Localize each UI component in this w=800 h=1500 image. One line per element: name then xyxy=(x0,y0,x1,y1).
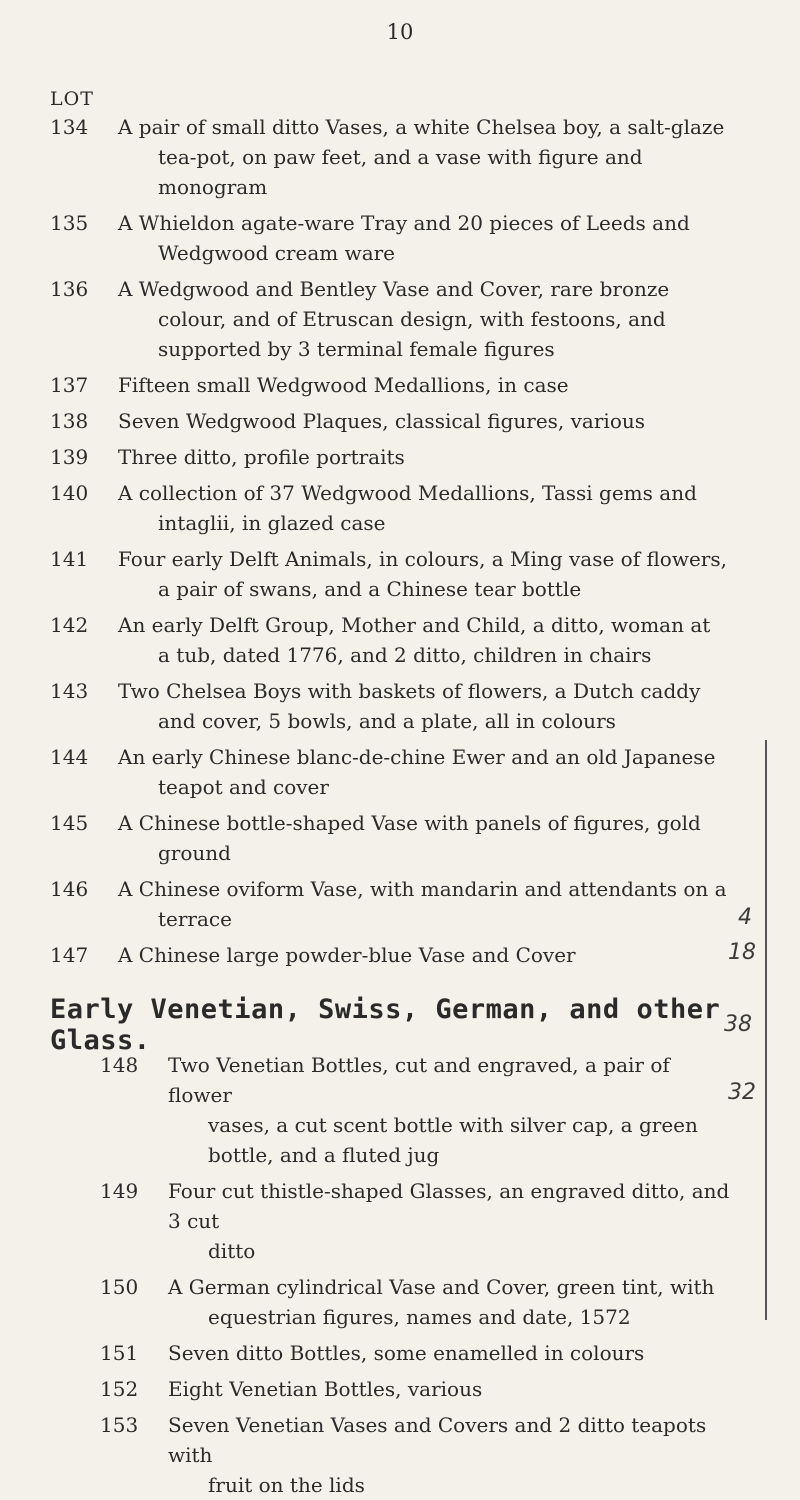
handwritten-note: 32 xyxy=(728,1080,756,1105)
lot-description: A Wedgwood and Bentley Vase and Cover, rare bronze xyxy=(118,277,670,301)
lot-description: A Whieldon agate-ware Tray and 20 pieces of Leeds and xyxy=(118,211,690,235)
lot-description-continued: teapot and cover xyxy=(158,775,329,799)
lot-description: Seven ditto Bottles, some enamelled in colours xyxy=(168,1341,645,1365)
lot-description-continued: ground xyxy=(158,841,231,865)
lot-description: Two Chelsea Boys with baskets of flowers, a Dutch caddy xyxy=(118,679,701,703)
lot-description: A Chinese oviform Vase, with mandarin and attendants on a xyxy=(118,877,727,901)
lot-number: 147 xyxy=(50,943,89,967)
lot-entry xyxy=(50,544,730,604)
lot-number: 149 xyxy=(100,1179,139,1203)
lot-entry xyxy=(50,808,730,868)
lot-description-continued: colour, and of Etruscan design, with festoons, and supported by 3 terminal female figures xyxy=(158,307,666,361)
lot-number: 151 xyxy=(100,1341,139,1365)
lot-description: A Chinese bottle-shaped Vase with panels of figures, gold xyxy=(118,811,701,835)
lot-description-continued: ditto xyxy=(208,1239,256,1263)
lot-description: A German cylindrical Vase and Cover, green tint, with xyxy=(168,1275,715,1299)
lot-number: 143 xyxy=(50,679,89,703)
page-number: 10 xyxy=(386,20,414,44)
lot-number: 146 xyxy=(50,877,89,901)
lot-entry xyxy=(100,1338,740,1368)
lot-description-continued: a pair of swans, and a Chinese tear bottle xyxy=(158,577,582,601)
lot-number: 153 xyxy=(100,1413,139,1437)
handwritten-note: 38 xyxy=(724,1012,752,1037)
lot-entry xyxy=(50,406,730,436)
lot-number: 140 xyxy=(50,481,89,505)
lot-description: Seven Wedgwood Plaques, classical figures, various xyxy=(118,409,646,433)
lot-entry xyxy=(100,1050,740,1170)
section-heading: Early Venetian, Swiss, German, and other Glass. xyxy=(50,994,721,1056)
lot-entry xyxy=(50,370,730,400)
lot-description-continued: equestrian figures, names and date, 1572 xyxy=(208,1305,631,1329)
lot-number: 137 xyxy=(50,373,89,397)
lot-number: 136 xyxy=(50,277,89,301)
lot-number: 139 xyxy=(50,445,89,469)
lot-number: 142 xyxy=(50,613,89,637)
lot-entry xyxy=(100,1272,740,1332)
lot-entry xyxy=(50,610,730,670)
lot-number: 145 xyxy=(50,811,89,835)
lot-description: Four early Delft Animals, in colours, a Ming vase of flowers, xyxy=(118,547,727,571)
lot-entry xyxy=(100,1410,740,1500)
lot-description: Two Venetian Bottles, cut and engraved, a pair of flower xyxy=(168,1053,670,1107)
lot-description: Eight Venetian Bottles, various xyxy=(168,1377,483,1401)
lot-number: 150 xyxy=(100,1275,139,1299)
lot-entry xyxy=(100,1374,740,1404)
lot-description-continued: intaglii, in glazed case xyxy=(158,511,386,535)
lot-entry xyxy=(50,940,730,970)
lot-number: 134 xyxy=(50,115,89,139)
lot-description: Fifteen small Wedgwood Medallions, in case xyxy=(118,373,569,397)
lot-number: 144 xyxy=(50,745,89,769)
lot-entry xyxy=(50,442,730,472)
lot-entry xyxy=(50,274,730,364)
lot-description: A Chinese large powder-blue Vase and Cover xyxy=(118,943,576,967)
lot-number: 141 xyxy=(50,547,89,571)
lot-number: 135 xyxy=(50,211,89,235)
lot-description-continued: terrace xyxy=(158,907,232,931)
handwritten-note: 4 xyxy=(738,905,752,930)
lot-entry xyxy=(100,1176,740,1266)
lot-description: An early Chinese blanc-de-chine Ewer and an old Japanese xyxy=(118,745,716,769)
lot-description: A collection of 37 Wedgwood Medallions, Tassi gems and xyxy=(118,481,697,505)
lot-entry xyxy=(50,208,730,268)
lot-description: A pair of small ditto Vases, a white Chelsea boy, a salt-glaze xyxy=(118,115,725,139)
lot-description: Three ditto, profile portraits xyxy=(118,445,405,469)
lot-description-continued: fruit on the lids xyxy=(208,1473,365,1497)
lot-entry xyxy=(50,874,730,934)
lot-number: 138 xyxy=(50,409,89,433)
lot-number: 148 xyxy=(100,1053,139,1077)
lot-entry xyxy=(50,676,730,736)
lot-number: 152 xyxy=(100,1377,139,1401)
lot-column-header: LOT xyxy=(50,88,94,110)
lot-description-continued: and cover, 5 bowls, and a plate, all in colours xyxy=(158,709,616,733)
lot-entry xyxy=(50,742,730,802)
lot-entry xyxy=(50,478,730,538)
margin-bracket-line xyxy=(765,740,767,1320)
lot-description-continued: a tub, dated 1776, and 2 ditto, children in chairs xyxy=(158,643,652,667)
lot-description-continued: Wedgwood cream ware xyxy=(158,241,396,265)
lot-description-continued: tea-pot, on paw feet, and a vase with figure and monogram xyxy=(158,145,643,199)
handwritten-note: 18 xyxy=(728,940,756,965)
lot-description-continued: vases, a cut scent bottle with silver cap, a green bottle, and a fluted jug xyxy=(208,1113,698,1167)
lot-description: Four cut thistle-shaped Glasses, an engraved ditto, and 3 cut xyxy=(168,1179,730,1233)
lot-entry xyxy=(50,112,730,202)
lot-description: An early Delft Group, Mother and Child, a ditto, woman at xyxy=(118,613,711,637)
lot-description: Seven Venetian Vases and Covers and 2 ditto teapots with xyxy=(168,1413,707,1467)
